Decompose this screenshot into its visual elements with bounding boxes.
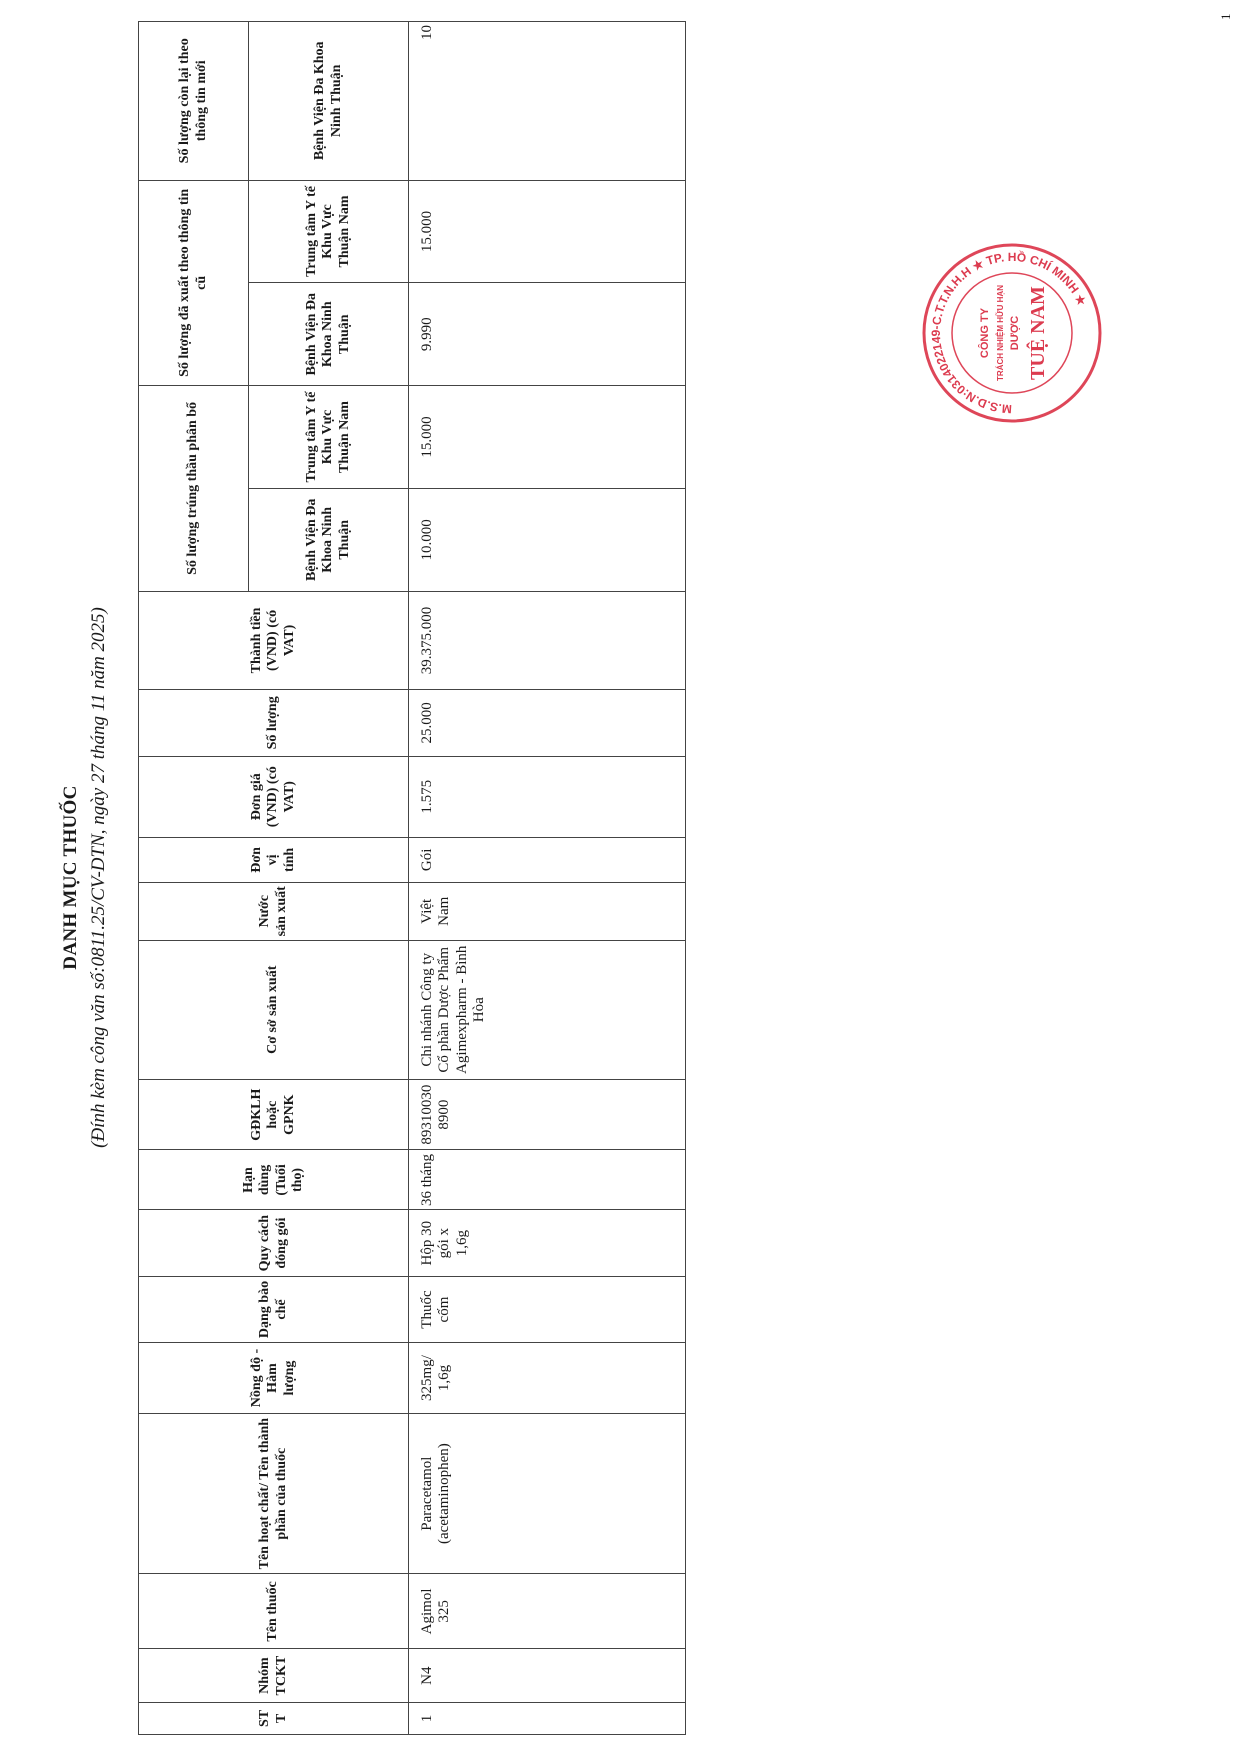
cell-trung-thau-bv: 10.000 [409, 488, 686, 591]
cell-co-so: Chi nhánh Công ty Cổ phần Dược Phẩm Agimexpharm - Bình Hòa [409, 940, 686, 1079]
cell-so-luong: 25.000 [409, 690, 686, 756]
header-quy-cach: Quy cách đóng gói [139, 1210, 409, 1276]
header-han-dung: Hạn dùng (Tuổi thọ) [139, 1150, 409, 1210]
header-don-gia: Đơn giá (VND) (có VAT) [139, 756, 409, 837]
header-trung-thau: Số lượng trúng thầu phân bổ [139, 386, 249, 592]
cell-trung-thau-tt: 15.000 [409, 386, 686, 489]
subheader-da-xuat-tt: Trung tâm Y tế Khu Vực Thuận Nam [249, 180, 409, 283]
subheader-con-lai-bv: Bệnh Viện Đa Khoa Ninh Thuận [249, 22, 409, 181]
cell-hoat-chat: Paracetamol (acetaminophen) [409, 1413, 686, 1574]
cell-nong-do: 325mg/ 1,6g [409, 1343, 686, 1414]
document-title: DANH MỤC THUỐC [60, 785, 81, 970]
cell-gdkl: 893100308900 [409, 1079, 686, 1150]
subheader-trung-thau-bv: Bệnh Viện Đa Khoa Ninh Thuận [249, 488, 409, 591]
seal-line-3: DƯỢC [1009, 315, 1021, 351]
document-subtitle: (Đính kèm công văn số:0811.25/CV-DTN, ngày 27 tháng 11 năm 2025) [88, 607, 109, 1148]
seal-line-1: CÔNG TY [979, 307, 991, 359]
seal-line-4: TUỆ NAM [1027, 286, 1049, 380]
header-co-so: Cơ sở sản xuất [139, 940, 409, 1079]
header-dang-bao-che: Dạng bào chế [139, 1276, 409, 1342]
header-da-xuat: Số lượng đã xuất theo thông tin cũ [139, 180, 249, 386]
cell-stt: 1 [409, 1702, 686, 1734]
company-seal [920, 241, 1104, 425]
cell-don-vi: Gói [409, 837, 686, 882]
cell-nuoc: Việt Nam [409, 882, 686, 940]
header-nong-do: Nồng độ - Hàm lượng [139, 1343, 409, 1414]
header-nuoc: Nước sản xuất [139, 882, 409, 940]
cell-da-xuat-bv: 9.990 [409, 283, 686, 386]
header-hoat-chat: Tên hoạt chất/ Tên thành phần của thuốc [139, 1413, 409, 1574]
cell-don-gia: 1.575 [409, 756, 686, 837]
header-so-luong: Số lượng [139, 690, 409, 756]
cell-thanh-tien: 39.375.000 [409, 591, 686, 689]
cell-han-dung: 36 tháng [409, 1150, 686, 1210]
header-nhom: Nhóm TCKT [139, 1649, 409, 1703]
cell-da-xuat-tt: 15.000 [409, 180, 686, 283]
cell-nhom: N4 [409, 1649, 686, 1703]
header-don-vi: Đơn vị tính [139, 837, 409, 882]
cell-dang-bao-che: Thuốc cốm [409, 1276, 686, 1342]
seal-line-2: TRÁCH NHIỆM HỮU HẠN [996, 285, 1005, 381]
header-con-lai: Số lượng còn lại theo thông tin mới [139, 22, 249, 181]
header-stt: STT [139, 1702, 409, 1734]
cell-ten-thuoc: Agimol 325 [409, 1574, 686, 1649]
table-row [409, 22, 686, 1735]
subheader-da-xuat-bv: Bệnh Viện Đa Khoa Ninh Thuận [249, 283, 409, 386]
header-gdkl: GĐKLH hoặc GPNK [139, 1079, 409, 1150]
cell-con-lai-bv: 10 [409, 22, 686, 181]
header-ten-thuoc: Tên thuốc [139, 1574, 409, 1649]
seal-ring-text: M.S.D.N:0314022149-C.T.T.N.H.H ★ TP. HỒ CHÍ MINH ★ [928, 249, 1090, 417]
drug-list-table [138, 21, 686, 1735]
subheader-trung-thau-tt: Trung tâm Y tế Khu Vực Thuận Nam [249, 386, 409, 489]
header-thanh-tien: Thành tiền (VND) (có VAT) [139, 591, 409, 689]
cell-quy-cach: Hộp 30 gói x 1,6g [409, 1210, 686, 1276]
page-number: 1 [1218, 13, 1233, 20]
